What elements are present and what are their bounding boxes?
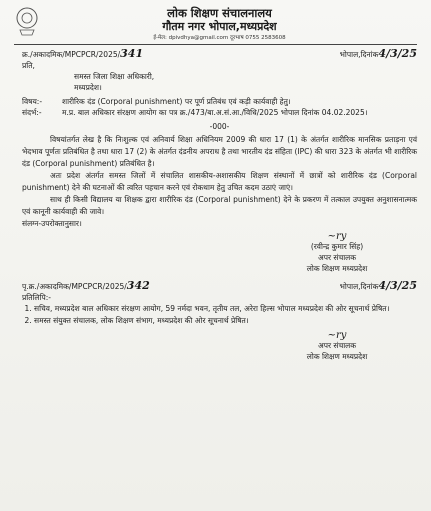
enclosure-note: संलग्न-उपरोक्तानुसार। [22, 219, 82, 228]
subject-row [22, 96, 417, 107]
signature-block-2 [272, 330, 402, 362]
letterhead [22, 6, 417, 42]
signatory-name: (रवीन्द्र कुमार सिंह) [310, 242, 364, 251]
reference-text: म.प्र. बाल अधिकार संरक्षण आयोग का पत्र क्र./473/बा.अ.सं.आ./विधि/2025 भोपाल दिनांक 04.02.2025। [62, 108, 368, 117]
list-item: 2. समस्त संयुक्त संचालक, लोक शिक्षण संभाग, मध्यप्रदेश की ओर सूचनार्थ प्रेषित। [34, 315, 417, 326]
contact-line: ई-मेल: dpivdhya@gmail.com दूरभाष 0755 2583608 [153, 35, 286, 41]
copy-list [22, 303, 417, 326]
office-address: गौतम नगर भोपाल,मध्यप्रदेश [162, 20, 277, 33]
letter-number-label: क्र./अकादमिक/MPCPCR/2025/ [22, 50, 121, 59]
subject-label: विषय:- [22, 97, 43, 106]
signature-block-1 [272, 231, 402, 274]
signatory-designation: अपर संचालक [317, 253, 357, 262]
endorsement-row [22, 280, 417, 292]
to-label: प्रति, [22, 61, 35, 70]
list-item: 1. सचिव, मध्यप्रदेश बाल अधिकार संरक्षण आयोग, 59 नर्मदा भवन, तृतीय तल, अरेरा हिल्स भोपाल मध्यप्रदेश की ओर सूचनार्थ प्रेषित। [34, 303, 417, 314]
section-divider: -000- [209, 122, 230, 131]
endorsement-number-label: पृ.क्र./अकादमिक/MPCPCR/2025/ [22, 282, 127, 291]
office-name: लोक शिक्षण संचालनालय [167, 6, 272, 20]
header-divider [14, 44, 417, 45]
body-paragraph-1: विषयांतर्गत लेख है कि निःशुल्क एवं अनिवार्य शिक्षा अधिनियम 2009 की धारा 17 (1) के अंतर्गत शारीरिक मानसिक प्रताड़ना एवं भेदभाव पूर्णतः प्रतिबंधित है तथा धारा 17 (2) के अंतर्गत दंडनीय अपराध है तथा भारतीय दंड संहिता (IPC) की धारा 323 के अंतर्गत भी शारीरिक दंड (Corporal punishment) प्रतिबंधित है। [22, 135, 417, 168]
reference-row [22, 48, 417, 60]
body-paragraph-3: साथ ही किसी विद्यालय या शिक्षक द्वारा शारीरिक दंड (Corporal punishment) देने के प्रकरण में तत्काल उपयुक्त अनुशासनात्मक एवं कानूनी कार्यवाही की जावे। [22, 195, 417, 216]
date-handwritten: 4/3/25 [378, 47, 417, 60]
state-emblem-icon [14, 6, 40, 36]
signatory-designation: अपर संचालक [317, 341, 357, 350]
signature-mark: ~ry [327, 231, 347, 242]
addressee: समस्त जिला शिक्षा अधिकारी, [74, 72, 155, 81]
letter-number-handwritten: 341 [120, 47, 144, 60]
body-paragraph-2: अतः प्रदेश अंतर्गत समस्त जिलों में संचालित शासकीय-अशासकीय शिक्षण संस्थानों में छात्रों को शारीरिक दंड (Corporal punishment) देने की घटनाओं की त्वरित पहचान करने एवं रोकथाम हेतु उचित कदम उठाएं जाएं। [22, 171, 417, 192]
date-label: भोपाल,दिनांक [339, 50, 379, 59]
copy-to-label: प्रतिलिपि:- [22, 293, 51, 302]
signatory-office: लोक शिक्षण मध्यप्रदेश [306, 352, 368, 361]
endorsement-date-handwritten: 4/3/25 [378, 279, 417, 292]
subject-text: शारीरिक दंड (Corporal punishment) पर पूर्ण प्रतिबंध एवं कड़ी कार्यवाही हेतु। [62, 97, 291, 106]
addressee-state: मध्यप्रदेश। [74, 83, 102, 92]
reference-label: संदर्भ:- [22, 108, 42, 117]
signatory-office: लोक शिक्षण मध्यप्रदेश [306, 264, 368, 273]
reference-letter-row [22, 107, 417, 118]
endorsement-date-label: भोपाल,दिनांक [339, 282, 379, 291]
endorsement-number-handwritten: 342 [126, 279, 150, 292]
signature-mark: ~ry [327, 330, 347, 341]
